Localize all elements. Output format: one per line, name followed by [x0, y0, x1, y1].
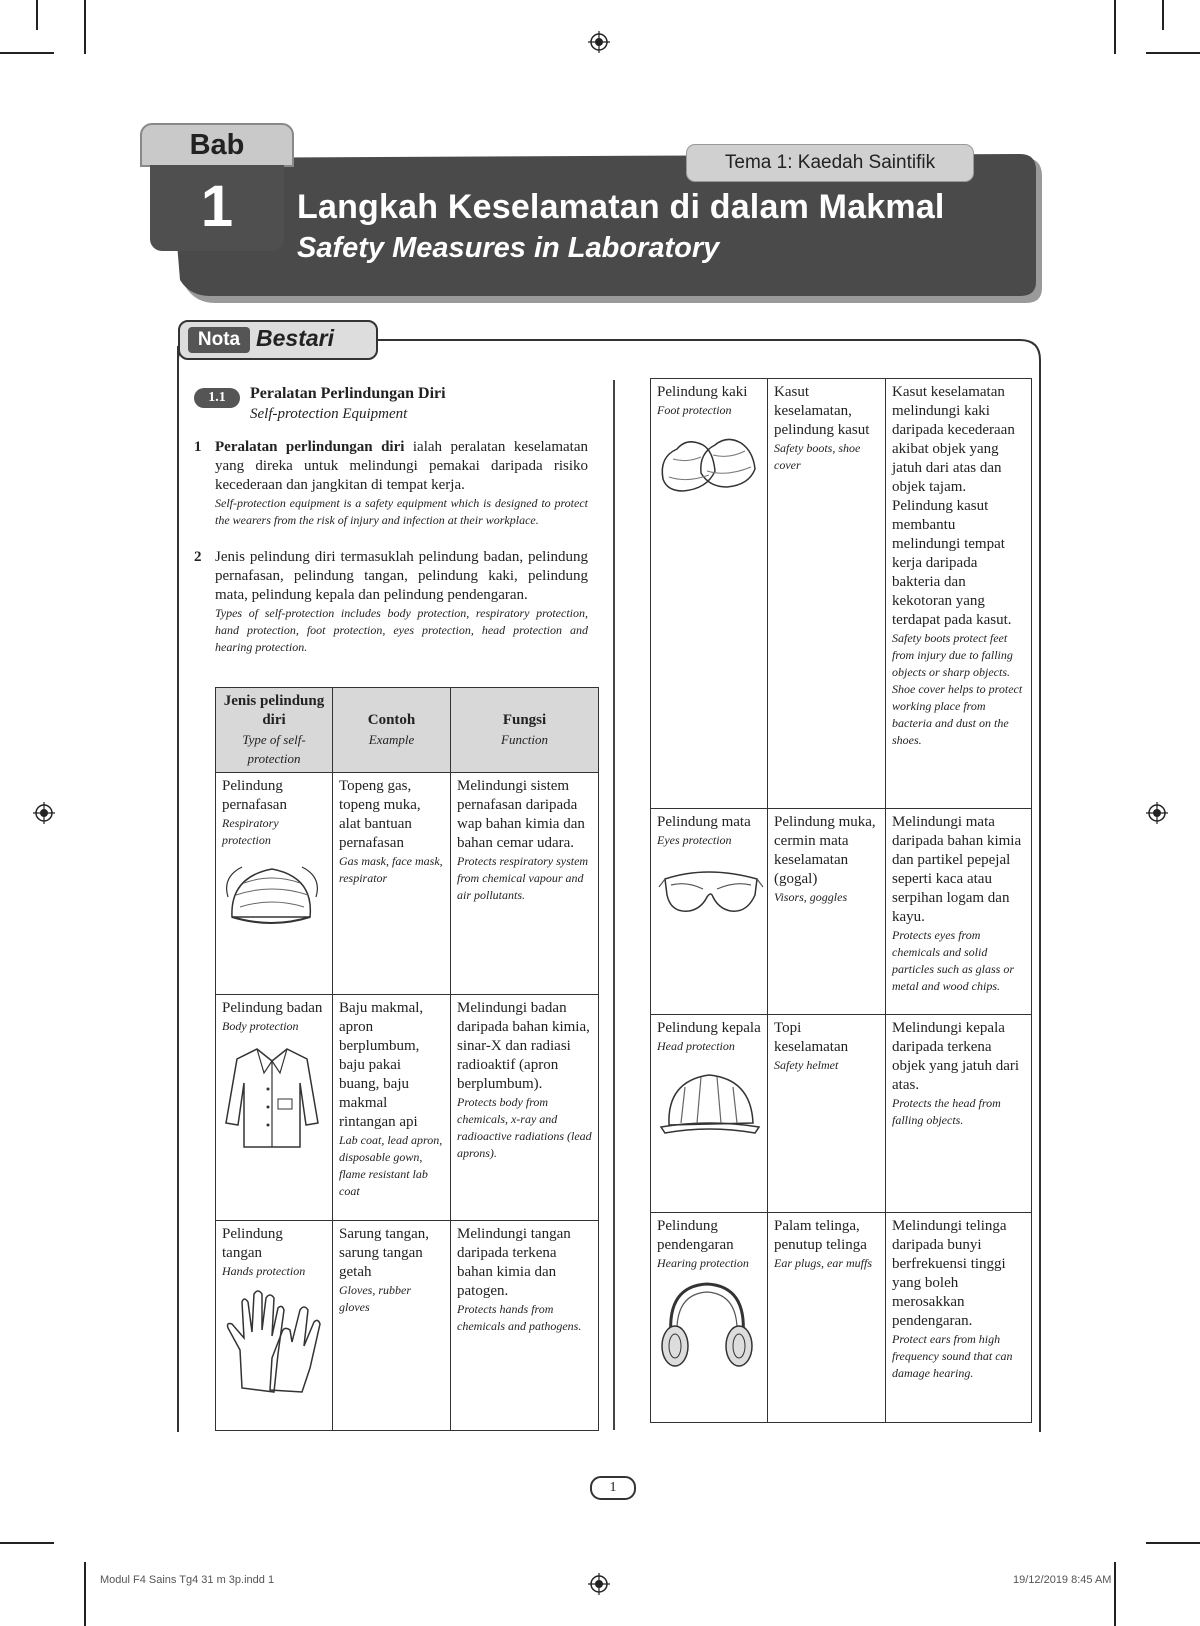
theme-pill: Tema 1: Kaedah Saintifik	[686, 144, 974, 182]
cell-type: Pelindung pernafasan Respiratory protection	[216, 773, 333, 995]
cell-type: Pelindung kepala Head protection	[651, 1015, 768, 1213]
crop-mark	[84, 1562, 86, 1626]
cell-example: Baju makmal, apron berplumbum, baju pakai buang, baju makmal rintangan api Lab coat, lead apron, disposable gown, flame resistant lab coat	[333, 995, 451, 1221]
cell-example: Pelindung muka, cermin mata keselamatan (gogal) Visors, goggles	[768, 809, 886, 1015]
chapter-subtitle: Safety Measures in Laboratory	[297, 232, 720, 264]
paragraph-number: 2	[194, 549, 202, 565]
cell-function: Melindungi badan daripada bahan kimia, sinar-X dan radiasi radioaktif (apron berplumbum). Protects body from chemicals, x-ray and radioactive radiations (lead aprons).	[451, 995, 599, 1221]
bold-term: Peralatan perlindungan diri	[215, 439, 405, 455]
table-row	[216, 1221, 599, 1431]
crop-mark	[0, 1542, 54, 1544]
cell-example: Topeng gas, topeng muka, alat bantuan pernafasan Gas mask, face mask, respirator	[333, 773, 451, 995]
section-number: 1.1	[194, 388, 240, 408]
chapter-number: 1	[150, 165, 284, 251]
footer-timestamp: 19/12/2019 8:45 AM	[1013, 1574, 1112, 1586]
page-number: 1	[590, 1476, 636, 1500]
paragraph-2	[194, 548, 588, 656]
cell-function: Melindungi tangan daripada terkena bahan kimia dan patogen. Protects hands from chemicals and pathogens.	[451, 1221, 599, 1431]
cell-function: Melindungi kepala daripada terkena objek yang jatuh dari atas. Protects the head from falling objects.	[886, 1015, 1032, 1213]
bestari-label: Bestari	[256, 325, 334, 351]
gloves-icon	[222, 1288, 322, 1396]
cell-example: Topi keselamatan Safety helmet	[768, 1015, 886, 1213]
cell-type: Pelindung tangan Hands protection	[216, 1221, 333, 1431]
nota-bestari-badge	[178, 320, 378, 360]
cell-example: Kasut keselamatan, pelindung kasut Safety boots, shoe cover	[768, 379, 886, 809]
mask-icon	[222, 857, 322, 933]
section-subtitle: Self-protection Equipment	[250, 406, 408, 422]
paragraph-translation: Self-protection equipment is a safety equipment which is designed to protect the wearers from the risk of injury and infection at their workplace.	[215, 496, 588, 527]
helmet-icon	[657, 1063, 761, 1147]
cell-function: Melindungi sistem pernafasan daripada wap bahan kimia dan bahan cemar udara. Protects respiratory system from chemical vapour and air pollutants.	[451, 773, 599, 995]
cell-example: Palam telinga, penutup telinga Ear plugs, ear muffs	[768, 1213, 886, 1423]
footer-file-name: Modul F4 Sains Tg4 31 m 3p.indd 1	[100, 1574, 275, 1586]
paragraph-number: 1	[194, 439, 202, 455]
cell-type: Pelindung pendengaran Hearing protection	[651, 1213, 768, 1423]
chapter-label: Bab	[140, 123, 294, 167]
paragraph-1	[194, 438, 588, 529]
cell-function: Kasut keselamatan melindungi kaki daripada kecederaan akibat objek yang jatuh dari atas dan objek tajam. Pelindung kasut membantu melindungi tempat kerja daripada bakteria dan kekotoran yang terdapat pada kasut. Safety boots protect feet from injury due to falling objects or sharp objects. Shoe cover helps to protect working place from bacteria and dust on the shoes.	[886, 379, 1032, 809]
cell-function: Melindungi telinga daripada bunyi berfrekuensi tinggi yang boleh merosakkan pendengaran. Protect ears from high frequency sound that can damage hearing.	[886, 1213, 1032, 1423]
cell-type: Pelindung mata Eyes protection	[651, 809, 768, 1015]
chapter-title: Langkah Keselamatan di dalam Makmal	[297, 188, 945, 226]
crop-mark	[1114, 1562, 1116, 1626]
registration-mark-icon	[588, 1573, 610, 1595]
goggles-icon	[657, 857, 765, 921]
paragraph-text: Jenis pelindung diri termasuklah pelindung badan, pelindung pernafasan, pelindung tangan, pelindung kaki, pelindung mata, pelindung kepala dan pelindung pendengaran.	[215, 549, 588, 603]
paragraph-translation: Types of self-protection includes body protection, respiratory protection, hand protection, foot protection, eyes protection, head protection and hearing protection.	[215, 606, 588, 654]
section-title: Peralatan Perlindungan Diri	[250, 385, 446, 402]
table-row	[651, 1015, 1032, 1213]
table-row	[216, 773, 599, 995]
nota-label: Nota	[188, 327, 250, 353]
table-row	[651, 809, 1032, 1015]
cell-example: Sarung tangan, sarung tangan getah Gloves, rubber gloves	[333, 1221, 451, 1431]
cell-type: Pelindung badan Body protection	[216, 995, 333, 1221]
table-header-row	[216, 688, 599, 773]
ppe-table-left	[215, 687, 599, 1431]
crop-mark	[1146, 1542, 1200, 1544]
ppe-table-right	[650, 378, 1032, 1423]
paragraph-body	[215, 438, 588, 495]
lab-coat-icon	[222, 1043, 322, 1153]
header-type: Jenis pelindung diri Type of self-protection	[216, 688, 333, 773]
header-example: Contoh Example	[333, 688, 451, 773]
ear-muffs-icon	[657, 1280, 757, 1372]
shoe-cover-icon	[657, 427, 761, 497]
header-function: Fungsi Function	[451, 688, 599, 773]
column-divider	[613, 380, 615, 1430]
table-row	[651, 379, 1032, 809]
cell-function: Melindungi mata daripada bahan kimia dan partikel pepejal seperti kaca atau serpihan logam dan kayu. Protects eyes from chemicals and solid particles such as glass or metal and wood chips.	[886, 809, 1032, 1015]
cell-type: Pelindung kaki Foot protection	[651, 379, 768, 809]
table-row	[651, 1213, 1032, 1423]
paragraph-text: ialah peralatan keselamatan yang direka untuk melindungi pemakai daripada risiko kecederaan dan jangkitan di tempat kerja.	[215, 439, 588, 493]
table-row	[216, 995, 599, 1221]
